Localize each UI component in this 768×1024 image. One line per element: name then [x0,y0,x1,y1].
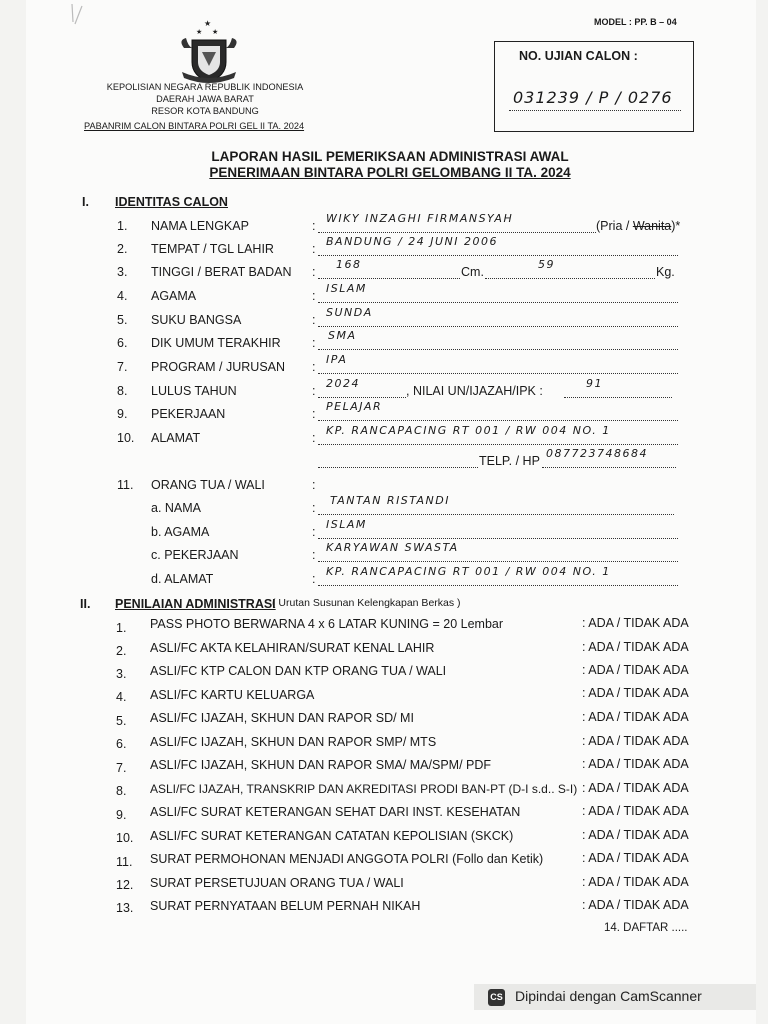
admin-status: : ADA / TIDAK ADA [582,616,689,630]
fill-line [318,326,678,327]
org-line-1: KEPOLISIAN NEGARA REPUBLIK INDONESIA [106,82,304,92]
label-parent: ORANG TUA / WALI [151,478,265,492]
admin-item-number: 12. [116,878,134,892]
admin-status: : ADA / TIDAK ADA [582,686,689,700]
parent-religion-value: ISLAM [326,518,367,531]
admin-status: : ADA / TIDAK ADA [582,757,689,771]
phone-label: TELP. / HP [479,454,540,468]
colon: : [312,313,316,327]
label-religion: AGAMA [151,289,197,303]
fill-line [318,397,406,398]
svg-text:★: ★ [196,29,203,36]
fill-line [318,255,678,256]
fill-line [564,397,672,398]
address-value: KP. RANCAPACING RT 001 / RW 004 NO. 1 [326,424,611,437]
admin-status: : ADA / TIDAK ADA [582,640,689,654]
section-2-heading: PENILAIAN ADMINISTRASI [115,597,276,611]
score-label: , NILAI UN/IJAZAH/IPK : [406,384,543,398]
admin-item: SURAT PERNYATAAN BELUM PERNAH NIKAH [150,899,421,913]
parent-colon: : [312,478,316,492]
model-code: MODEL : PP. B – 04 [594,17,677,27]
gender-struck: Wanita [632,219,672,233]
item-number: 9. [117,407,128,421]
continuation-note: 14. DAFTAR ..... [604,922,688,934]
fill-line [318,278,460,279]
admin-item: ASLI/FC SURAT KETERANGAN CATATAN KEPOLISIAN (SKCK) [150,829,514,843]
admin-status: : ADA / TIDAK ADA [582,781,689,795]
colon: : [312,242,316,256]
admin-item: PASS PHOTO BERWARNA 4 x 6 LATAR KUNING = 20 Lembar [150,617,504,631]
label-occupation: PEKERJAAN [151,407,226,421]
colon: : [312,431,316,445]
colon: : [312,548,316,562]
label-height-weight: TINGGI / BERAT BADAN [151,265,292,279]
colon: : [312,407,316,421]
admin-item-number: 6. [116,737,127,751]
admin-item: ASLI/FC KTP CALON DAN KTP ORANG TUA / WALI [150,664,447,678]
document-title [160,149,620,181]
gender-suffix: )* [671,219,681,233]
admin-item-number: 11. [116,855,133,869]
label-grad-year: LULUS TAHUN [151,384,237,398]
org-line-2: DAERAH JAWA BARAT [156,94,254,104]
admin-item-number: 10. [116,831,134,845]
fill-line [318,232,596,233]
colon: : [312,384,316,398]
admin-item: SURAT PERSETUJUAN ORANG TUA / WALI [150,876,404,890]
section-2-number: II. [80,597,91,611]
admin-status: : ADA / TIDAK ADA [582,804,689,818]
item-number: 8. [117,384,128,398]
pencil-mark-icon [66,2,96,32]
admin-item: ASLI/FC IJAZAH, TRANSKRIP DAN AKREDITASI PRODI BAN-PT (D-I s.d.. S-I) [150,782,578,796]
parent-occupation-label: c. PEKERJAAN [151,548,239,562]
svg-text:★: ★ [212,29,219,36]
admin-status: : ADA / TIDAK ADA [582,898,689,912]
svg-text:★: ★ [204,19,212,28]
grad-year-value: 2024 [326,377,360,390]
phone-value: 087723748684 [546,447,648,460]
colon: : [312,336,316,350]
colon: : [312,219,316,233]
birth-value: BANDUNG / 24 JUNI 2006 [326,235,499,248]
height-unit: Cm. [461,265,484,279]
height-value: 168 [336,258,362,271]
weight-value: 59 [538,258,555,271]
item-number: 1. [117,219,128,233]
admin-item: SURAT PERMOHONAN MENJADI ANGGOTA POLRI (Follo dan Ketik) [150,852,544,866]
parent-occupation-value: KARYAWAN SWASTA [326,541,459,554]
label-program: PROGRAM / JURUSAN [151,360,286,374]
org-line-3: RESOR KOTA BANDUNG [151,106,259,116]
colon: : [312,501,316,515]
label-address: ALAMAT [151,431,201,445]
religion-value: ISLAM [326,282,367,295]
section-1-number: I. [82,195,89,209]
camscanner-text: Dipindai dengan CamScanner [515,988,702,1004]
colon: : [312,289,316,303]
ethnicity-value: SUNDA [326,306,373,319]
colon: : [312,525,316,539]
item-number: 7. [117,360,128,374]
fill-line [318,373,678,374]
gender-option [596,219,680,233]
admin-item-number: 7. [116,761,127,775]
fill-line [318,420,678,421]
admin-item: ASLI/FC AKTA KELAHIRAN/SURAT KENAL LAHIR [150,641,435,655]
section-2-note: ( Urutan Susunan Kelengkapan Berkas ) [272,597,461,609]
parent-address-value: KP. RANCAPACING RT 001 / RW 004 NO. 1 [326,565,611,578]
admin-status: : ADA / TIDAK ADA [582,851,689,865]
admin-item-number: 9. [116,808,127,822]
admin-item: ASLI/FC IJAZAH, SKHUN DAN RAPOR SMP/ MTS [150,735,437,749]
admin-item: ASLI/FC SURAT KETERANGAN SEHAT DARI INST. KESEHATAN [150,805,521,819]
parent-name-value: TANTAN RISTANDI [330,494,450,507]
fill-line [318,349,678,350]
program-value: IPA [326,353,348,366]
admin-status: : ADA / TIDAK ADA [582,828,689,842]
item-number: 3. [117,265,128,279]
colon: : [312,572,316,586]
admin-status: : ADA / TIDAK ADA [582,875,689,889]
parent-address-label: d. ALAMAT [151,572,214,586]
label-education: DIK UMUM TERAKHIR [151,336,281,350]
fill-line [318,444,678,445]
fill-line [318,467,478,468]
admin-item-number: 3. [116,667,127,681]
exam-number-dots [509,110,681,111]
item-number: 5. [117,313,128,327]
admin-item-number: 13. [116,901,134,915]
item-number: 2. [117,242,128,256]
admin-status: : ADA / TIDAK ADA [582,710,689,724]
gender-prefix: (Pria / [596,219,633,233]
fill-line [318,302,678,303]
admin-status: : ADA / TIDAK ADA [582,663,689,677]
admin-status: : ADA / TIDAK ADA [582,734,689,748]
parent-religion-label: b. AGAMA [151,525,210,539]
colon: : [312,265,316,279]
label-full-name: NAMA LENGKAP [151,219,249,233]
exam-number-label: NO. UJIAN CALON : [519,49,638,63]
item-number: 10. [117,431,135,445]
score-value: 91 [586,377,603,390]
fill-line [542,467,676,468]
org-line-4: PABANRIM CALON BINTARA POLRI GEL II TA. 2024 [84,121,305,131]
admin-item: ASLI/FC IJAZAH, SKHUN DAN RAPOR SMA/ MA/SPM/ PDF [150,758,492,772]
colon: : [312,360,316,374]
exam-number-value: 031239 / P / 0276 [513,88,673,107]
admin-item-number: 2. [116,644,127,658]
camscanner-logo-icon: CS [488,989,505,1006]
exam-number-box [494,41,694,132]
fill-line [485,278,655,279]
admin-item-number: 4. [116,690,127,704]
fill-line [318,561,678,562]
admin-item-number: 1. [116,621,127,635]
fill-line [318,585,678,586]
education-value: SMA [328,329,357,342]
parent-name-label: a. NAMA [151,501,202,515]
admin-item-number: 5. [116,714,127,728]
admin-item-number: 8. [116,784,127,798]
admin-item: ASLI/FC KARTU KELUARGA [150,688,315,702]
camscanner-watermark [474,984,756,1010]
item-number: 11. [117,478,134,492]
label-birth: TEMPAT / TGL LAHIR [151,242,274,256]
full-name-value: WIKY INZAGHI FIRMANSYAH [326,212,514,225]
fill-line [318,538,678,539]
org-header [90,81,320,117]
item-number: 6. [117,336,128,350]
admin-item: ASLI/FC IJAZAH, SKHUN DAN RAPOR SD/ MI [150,711,414,725]
item-number: 4. [117,289,128,303]
title-line-2: PENERIMAAN BINTARA POLRI GELOMBANG II TA. 2024 [209,165,571,180]
fill-line [318,514,674,515]
police-emblem-icon [174,18,244,86]
weight-unit: Kg. [656,265,675,279]
section-1-heading: IDENTITAS CALON [115,195,228,209]
title-line-1: LAPORAN HASIL PEMERIKSAAN ADMINISTRASI AWAL [211,149,569,164]
label-ethnicity: SUKU BANGSA [151,313,242,327]
occupation-value: PELAJAR [326,400,383,413]
